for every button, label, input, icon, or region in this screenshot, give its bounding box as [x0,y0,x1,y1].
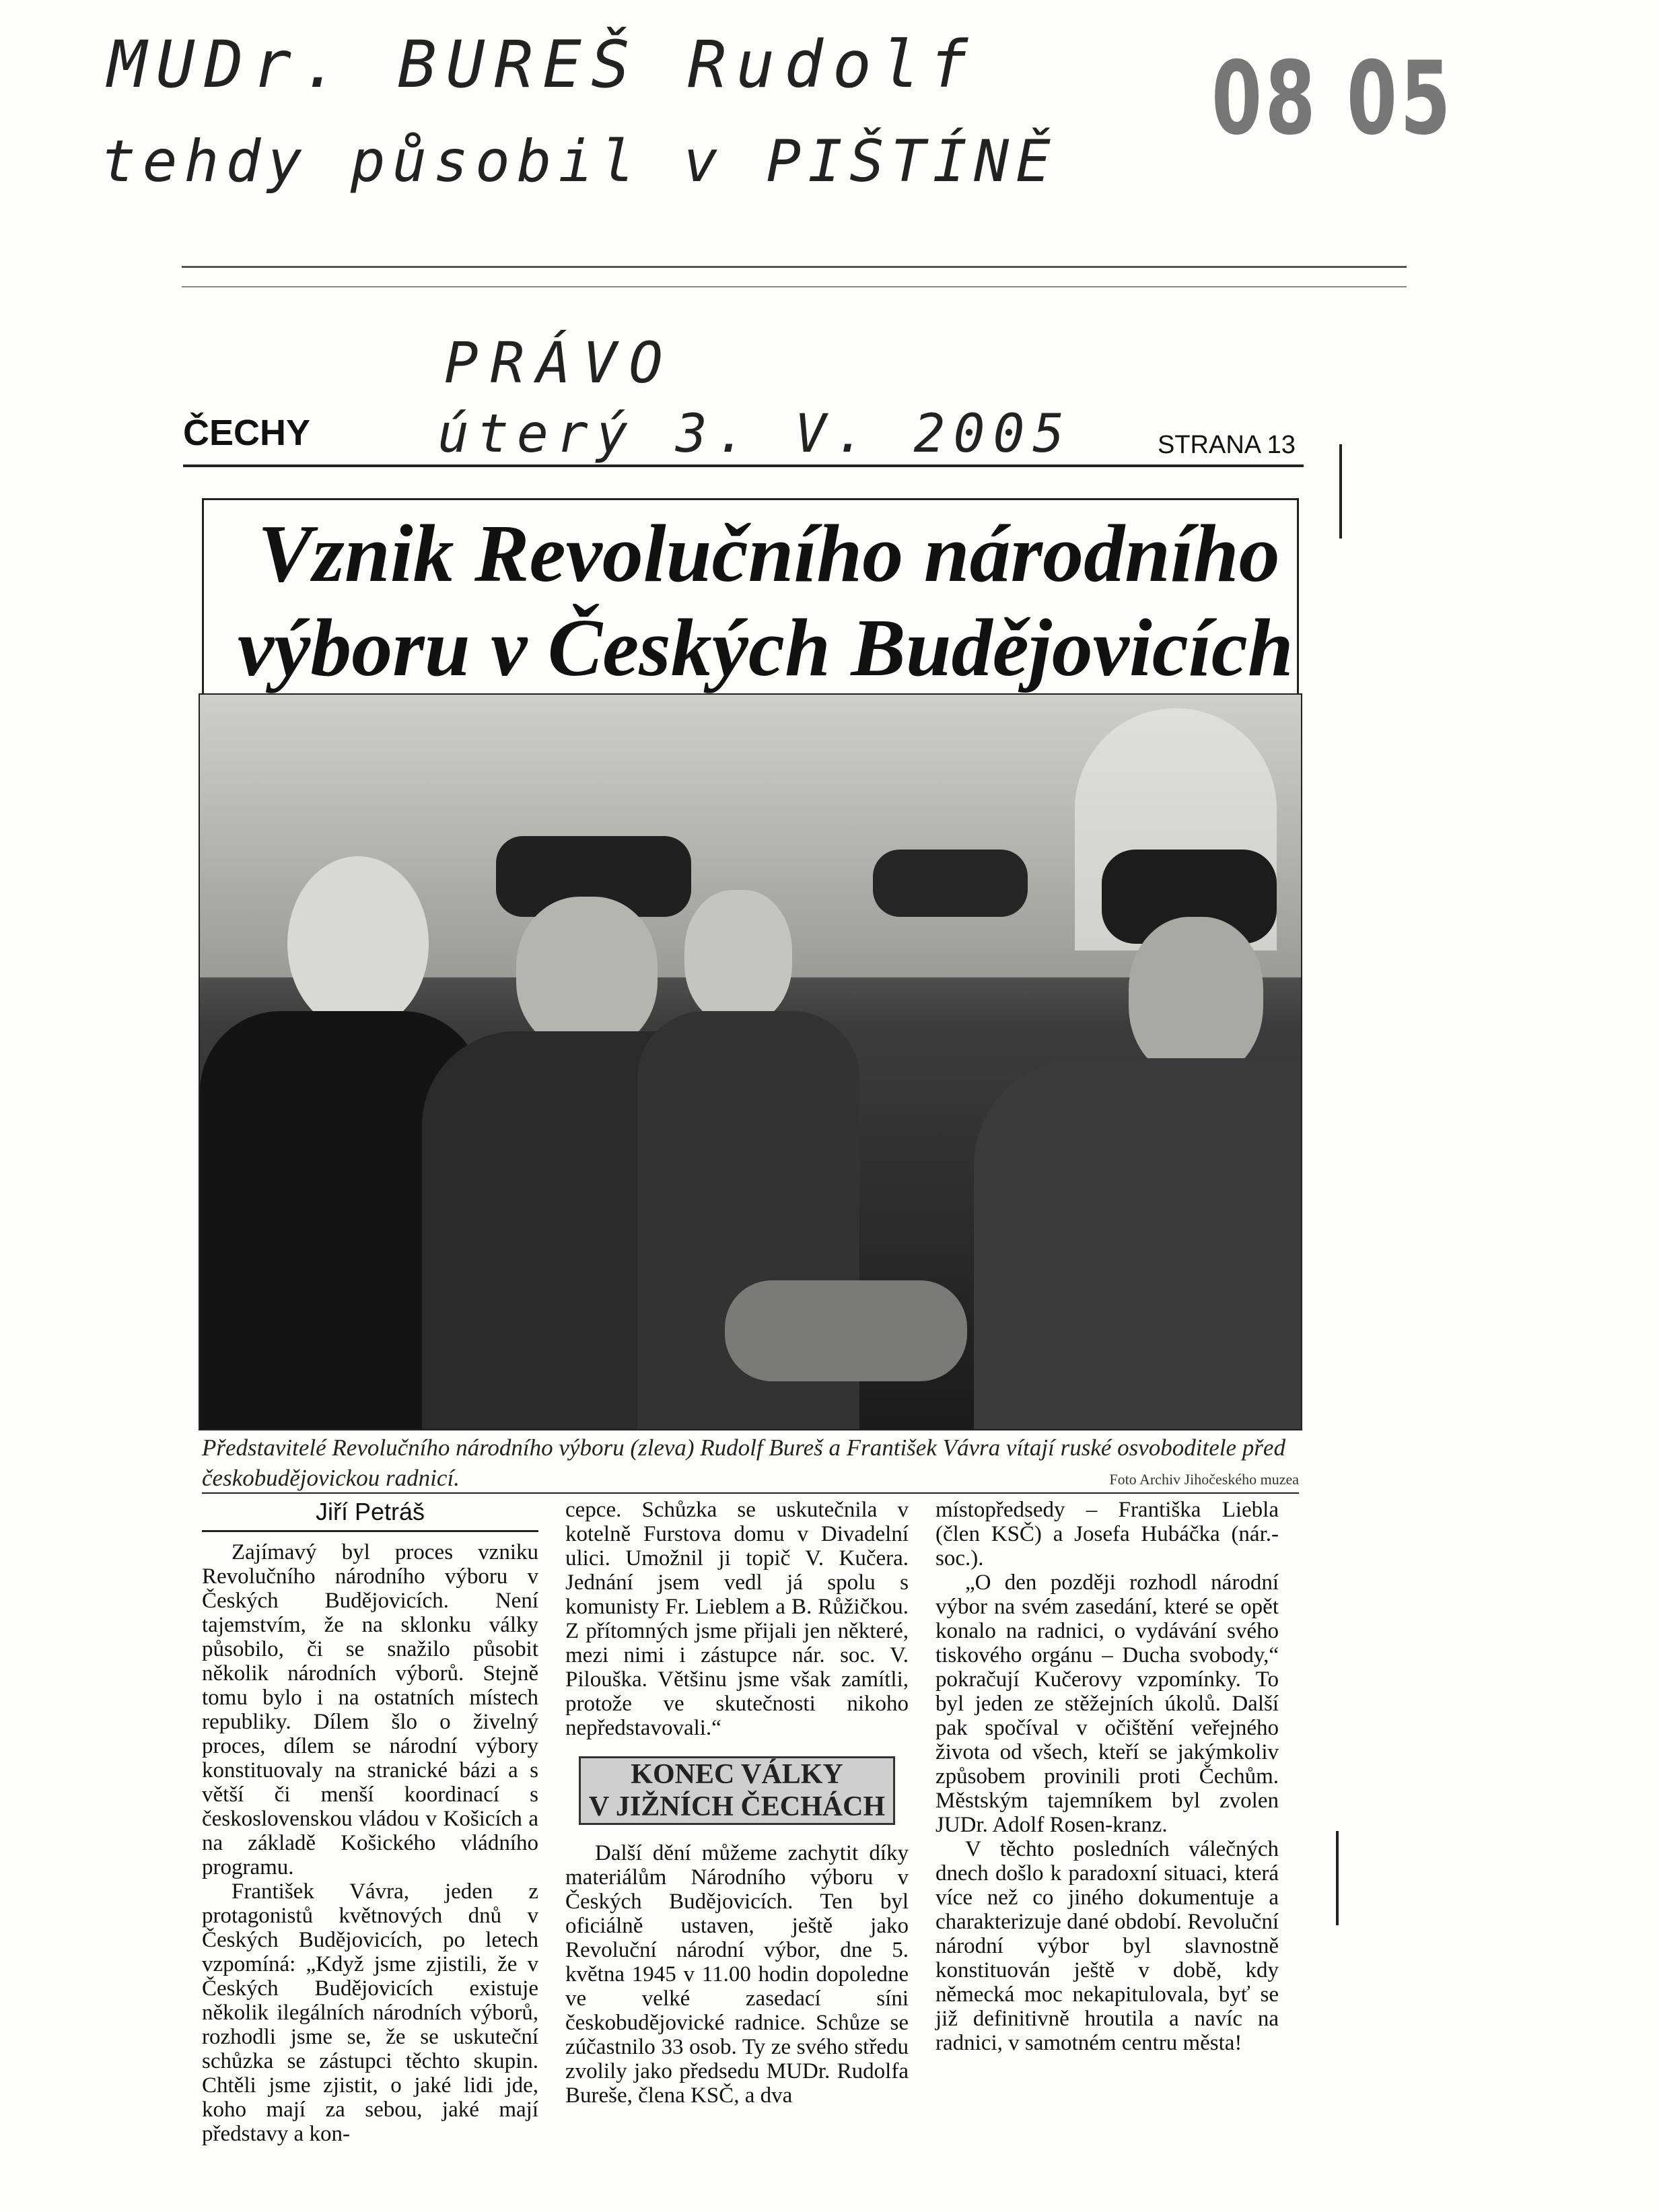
subhead-box [579,1756,895,1825]
column-3-paragraph: „O den později rozhodl národní výbor na svém zasedání, které se opět konalo na radnici, o vydávání svého tiskového orgánu – Ducha svobody,“ pokračují Kučerovy vzpomínky. To byl jeden ze stěžejních úkolů. Další pak spočíval v očištění veřejného života od všech, kteří se jakýmkoliv způsobem provinili proti Čechům. Městským tajemníkem byl zvolen JUDr. Adolf Rosen-kranz. [935,1570,1279,1837]
column-2-paragraph: Další dění můžeme zachytit díky materiálům Národního výboru v Českých Budějovicích. Ten byl oficiálně ustaven, ještě jako Revoluční národní výbor, dne 5. května 1945 v 11.00 hodin dopoledne ve velké zasedací síni českobudějovické radnice. Schůze se zúčastnilo 33 osob. Ty ze svého středu zvolily jako předsedu MUDr. Rudolfa Bureše, člena KSČ, a dva [565,1841,909,2108]
handwritten-paper-name: PRÁVO [444,330,675,396]
headline-line2: výboru v Českých Budějovicích [238,602,1294,693]
section-label: ČECHY [183,413,311,453]
photo-figure-left-head [287,856,429,1031]
header-rule [183,464,1304,467]
top-rule-2 [182,286,1407,287]
photo-figure-officer-head [516,897,658,1051]
headline-box [202,498,1299,693]
column-2-text-bottom [565,1841,909,2108]
caption-rule [202,1492,1299,1494]
article-column-1 [202,1498,538,2146]
handwritten-date: úterý 3. V. 2005 [437,404,1073,464]
handwritten-note-line1: MUDr. BUREŠ Rudolf [108,27,978,102]
author-rule [202,1530,538,1532]
subhead-line1: KONEC VÁLKY [631,1759,843,1790]
column-1-text [202,1540,538,2146]
clip-mark-right-bottom [1336,1831,1339,1925]
handwritten-note-line2: tehdy působil v PIŠTÍNĚ [101,128,1057,195]
column-1-paragraph: František Vávra, jeden z protagonistů květnových dnů v Českých Budějovicích, po letech vzpomíná: „Když jsme zjistili, že v Českých Budějovicích existuje několik ilegálních národních výborů, rozhodli jsme se, že se uskuteční schůzka se zástupci těchto skupin. Chtěli jsme zjistit, o jaké lidi jde, koho mají za sebou, jaké mají představy a kon- [202,1879,538,2146]
column-3-paragraph: místopředsedy – Františka Liebla (člen KSČ) a Josefa Hubáčka (nár.-soc.). [935,1498,1279,1570]
top-rule-1 [182,266,1407,268]
column-2-paragraph: cepce. Schůzka se uskutečnila v kotelně Furstova domu v Divadelní ulici. Umožnil ji topič V. Kučera. Jednání jsem vedl já spolu s komunisty Fr. Lieblem a B. Růžičkou. Z přítomných jsme přijali jen některé, mezi nimi i zástupce nár. soc. V. Pilouška. Většinu jsme však zamítli, protože ve skutečnosti nikoho nepředstavovali.“ [565,1498,909,1740]
photo-figure-middle-head [684,890,792,1025]
photo-handshake [725,1280,967,1381]
article-column-2 [565,1498,909,2108]
column-3-text [935,1498,1279,2055]
photo-figure-cap2 [873,850,1028,917]
article-photo [199,693,1302,1430]
column-1-paragraph: Zajímavý byl proces vzniku Revolučního národního výboru v Českých Budějovicích. Není tajemstvím, že na sklonku války působilo, či se snažilo působit několik národních výborů. Stejně tomu bylo i na ostatních místech republiky. Dílem šlo o živelný proces, dílem se národní výbory konstituovaly na stranické bázi a s větší či menší koordinací s československou vládou v Košicích a na základě Košického vládního programu. [202,1540,538,1879]
page-number: STRANA 13 [1158,431,1296,459]
date-stamp: 08 05 [1211,40,1454,158]
column-2-text-top [565,1498,909,1740]
column-3-paragraph: V těchto posledních válečných dnech došlo k paradoxní situaci, která více než co jiného dokumentuje a charakterizuje dané období. Revoluční národní výbor byl slavnostně konstituován ještě v době, kdy německá moc nekapitulovala, byť se již definitivně hroutila a navíc na radnici, v samotném centru města! [935,1837,1279,2055]
clip-mark-right-top [1339,444,1342,539]
photo-figure-right-head [1129,917,1263,1078]
photo-caption: Představitelé Revolučního národního výboru (zleva) Rudolf Bureš a František Vávra vítají ruské osvoboditele před českobudějovickou radnicí. [202,1435,1285,1491]
article-column-3 [935,1498,1279,2055]
subhead-line2: V JIŽNÍCH ČECHÁCH [588,1791,886,1822]
photo-credit: Foto Archiv Jihočeského muzea [1109,1471,1299,1488]
headline-line1: Vznik Revolučního národního [258,508,1280,599]
photo-figure-right-body [974,1058,1302,1430]
author-byline: Jiří Petráš [315,1498,425,1525]
